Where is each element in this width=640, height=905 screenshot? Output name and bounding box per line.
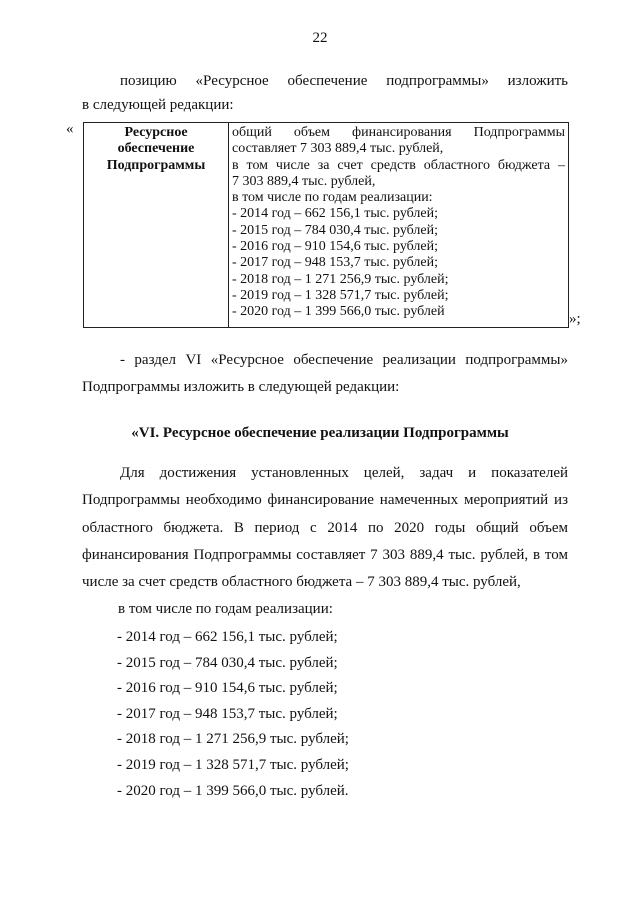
value-line: - 2017 год – 948 153,7 тыс. рублей; (232, 255, 439, 271)
body-line: Подпрограммы необходимо финансирование намеченных мероприятий из (82, 492, 568, 508)
value-line: в том числе по годам реализации: (232, 190, 433, 206)
value-line: - 2018 год – 1 271 256,9 тыс. рублей; (232, 271, 449, 287)
value-line: общий объем финансирования Подпрограммы (232, 125, 565, 140)
page-number: 22 (312, 30, 328, 46)
year-item: - 2019 год – 1 328 571,7 тыс. рублей; (117, 756, 349, 773)
value-line: 7 303 889,4 тыс. рублей, (232, 173, 376, 189)
year-item: - 2016 год – 910 154,6 тыс. рублей; (117, 680, 338, 697)
label-line: Ресурсное (124, 125, 188, 140)
label-line: Подпрограммы (106, 157, 206, 173)
value-line: - 2019 год – 1 328 571,7 тыс. рублей; (232, 287, 449, 303)
value-line: составляет 7 303 889,4 тыс. рублей, (232, 141, 444, 157)
table-row (84, 123, 569, 328)
section-change-line-1: - раздел VI «Ресурсное обеспечение реализации подпрограммы» (120, 352, 568, 368)
section-change-line-2: Подпрограммы изложить в следующей редакции: (82, 379, 400, 395)
label-line: обеспечение (117, 141, 195, 157)
resources-value-cell (229, 123, 569, 328)
intro-line-1: позицию «Ресурсное обеспечение подпрограммы» изложить (120, 73, 568, 89)
year-item: - 2015 год – 784 030,4 тыс. рублей; (117, 654, 338, 671)
year-item: - 2017 год – 948 153,7 тыс. рублей; (117, 705, 338, 722)
years-intro: в том числе по годам реализации: (118, 601, 333, 617)
opening-quote: « (66, 121, 74, 137)
value-line: в том числе за счет средств областного бюджета – (232, 157, 565, 173)
year-item: - 2014 год – 662 156,1 тыс. рублей; (117, 629, 338, 645)
year-item: - 2018 год – 1 271 256,9 тыс. рублей; (117, 731, 349, 748)
body-line: областного бюджета. В период с 2014 по 2020 годы общий объем (82, 520, 568, 536)
section-heading: «VI. Ресурсное обеспечение реализации Подпрограммы (131, 425, 509, 441)
closing-quote: »; (569, 311, 581, 327)
year-item: - 2020 год – 1 399 566,0 тыс. рублей. (117, 782, 349, 799)
resources-table (83, 122, 569, 328)
body-line: Для достижения установленных целей, задач и показателей (120, 465, 568, 481)
value-line: - 2020 год – 1 399 566,0 тыс. рублей (232, 304, 445, 320)
value-line: - 2014 год – 662 156,1 тыс. рублей; (232, 206, 439, 222)
value-line: - 2015 год – 784 030,4 тыс. рублей; (232, 222, 439, 238)
intro-line-2: в следующей редакции: (82, 97, 234, 113)
value-line: - 2016 год – 910 154,6 тыс. рублей; (232, 239, 439, 255)
body-line: числе за счет средств областного бюджета – 7 303 889,4 тыс. рублей, (82, 574, 521, 590)
body-line: финансирования Подпрограммы составляет 7 303 889,4 тыс. рублей, в том (82, 547, 568, 563)
year-list (117, 626, 349, 805)
resources-label-cell (84, 123, 229, 328)
